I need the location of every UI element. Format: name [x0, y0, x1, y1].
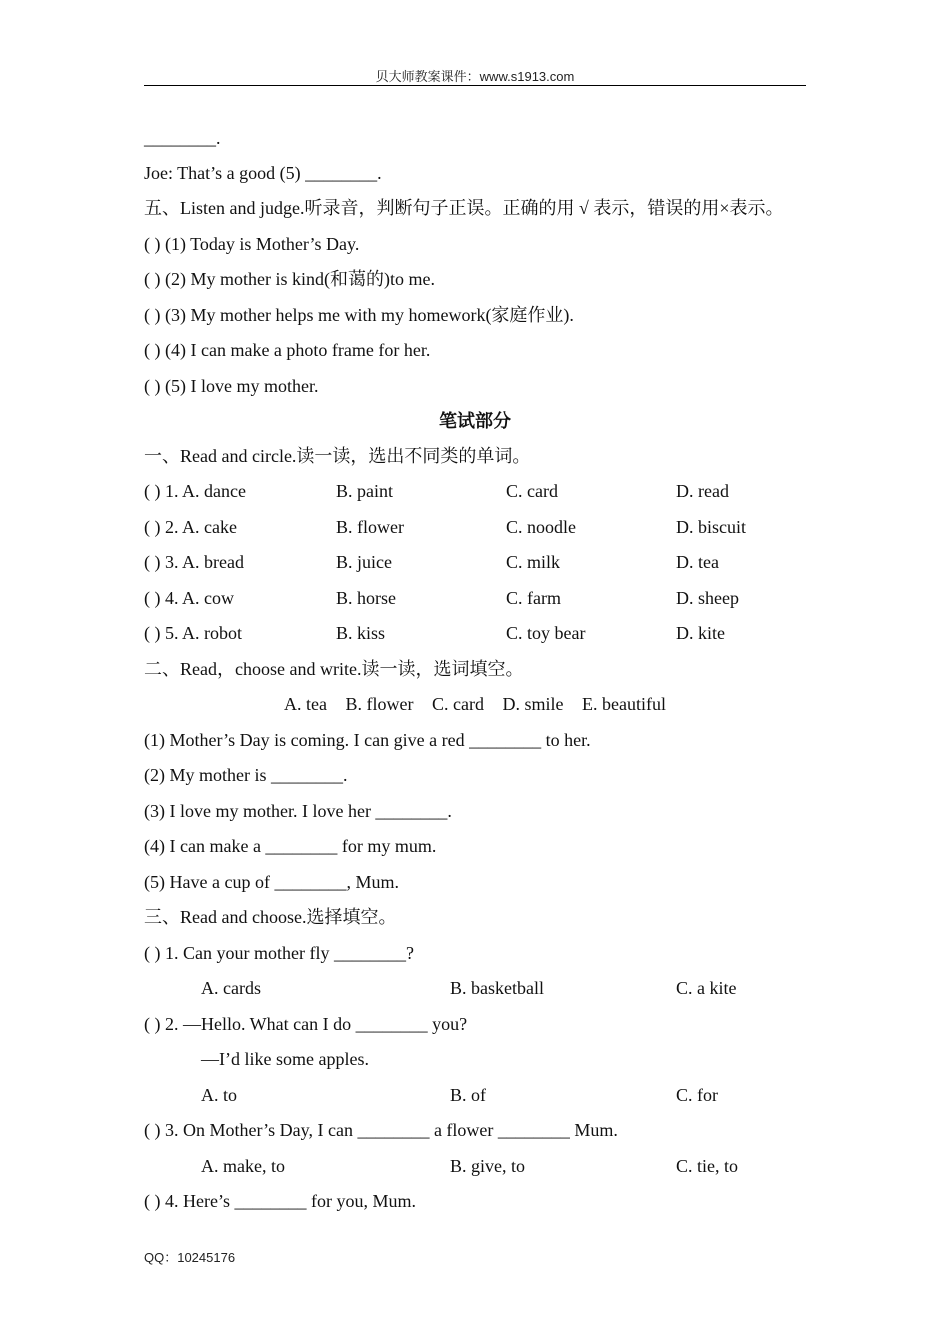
- question-option-a: ( ) 3. A. bread: [144, 552, 244, 572]
- part2-item: (3) I love my mother. I love her ________.: [144, 801, 452, 821]
- part3-q2-options: [144, 1082, 806, 1108]
- part2-item: (2) My mother is ________.: [144, 765, 348, 785]
- part3-q2-stem: ( ) 2. —Hello. What can I do ________ you?: [144, 1014, 468, 1034]
- option-b: B. kiss: [336, 623, 386, 643]
- part1-row: [144, 549, 806, 575]
- word-bank-item: A. tea: [284, 694, 328, 714]
- option-c: C. for: [676, 1085, 718, 1105]
- option-c: C. noodle: [506, 517, 576, 537]
- option-d: D. sheep: [676, 588, 739, 608]
- part2-item: (1) Mother’s Day is coming. I can give a red ________ to her.: [144, 730, 591, 750]
- section5-item: ( ) (5) I love my mother.: [144, 376, 319, 396]
- option-b: B. of: [450, 1085, 486, 1105]
- question-option-a: ( ) 2. A. cake: [144, 517, 237, 537]
- option-d: D. read: [676, 481, 729, 501]
- option-c: C. a kite: [676, 978, 737, 998]
- part3-q2-reply: —I’d like some apples.: [201, 1049, 369, 1069]
- option-a: A. to: [201, 1085, 237, 1105]
- part3-q3-stem: ( ) 3. On Mother’s Day, I can ________ a flower ________ Mum.: [144, 1120, 618, 1140]
- option-c: C. farm: [506, 588, 561, 608]
- option-b: B. flower: [336, 517, 404, 537]
- option-b: B. basketball: [450, 978, 544, 998]
- section5-title: 五、Listen and judge.听录音，判断句子正误。正确的用 √ 表示，错误的用×表示。: [144, 198, 784, 218]
- option-c: C. card: [506, 481, 558, 501]
- word-bank-item: D. smile: [502, 694, 564, 714]
- word-bank: [144, 691, 806, 717]
- option-c: C. tie, to: [676, 1156, 738, 1176]
- page-footer: QQ：10245176: [144, 1250, 236, 1265]
- option-b: B. horse: [336, 588, 396, 608]
- part1-row: [144, 478, 806, 504]
- section5-item: ( ) (2) My mother is kind(和蔼的)to me.: [144, 269, 435, 289]
- question-option-a: ( ) 1. A. dance: [144, 481, 246, 501]
- option-b: B. give, to: [450, 1156, 525, 1176]
- option-a: A. cards: [201, 978, 261, 998]
- option-d: D. tea: [676, 552, 719, 572]
- option-b: B. paint: [336, 481, 393, 501]
- option-d: D. kite: [676, 623, 725, 643]
- word-bank-item: C. card: [432, 694, 484, 714]
- option-b: B. juice: [336, 552, 392, 572]
- part3-title: 三、Read and choose.选择填空。: [144, 907, 397, 927]
- option-c: C. milk: [506, 552, 561, 572]
- question-option-a: ( ) 4. A. cow: [144, 588, 234, 608]
- blank-line: ________.: [144, 128, 221, 148]
- part3-q1-options: [144, 975, 806, 1001]
- section5-item: ( ) (1) Today is Mother’s Day.: [144, 234, 360, 254]
- section5-item: ( ) (4) I can make a photo frame for her.: [144, 340, 431, 360]
- part1-row: [144, 585, 806, 611]
- part3-q3-options: [144, 1153, 806, 1179]
- page-header: 贝大师教案课件：www.s1913.com: [375, 69, 575, 84]
- header-rule: [144, 85, 806, 86]
- option-a: A. make, to: [201, 1156, 285, 1176]
- written-section-heading: 笔试部分: [439, 411, 511, 431]
- part3-q4-stem: ( ) 4. Here’s ________ for you, Mum.: [144, 1191, 416, 1211]
- option-d: D. biscuit: [676, 517, 746, 537]
- part1-title: 一、Read and circle.读一读，选出不同类的单词。: [144, 446, 531, 466]
- part3-q1-stem: ( ) 1. Can your mother fly ________?: [144, 943, 414, 963]
- part2-item: (4) I can make a ________ for my mum.: [144, 836, 437, 856]
- section5-item: ( ) (3) My mother helps me with my homework(家庭作业).: [144, 305, 574, 325]
- word-bank-item: E. beautiful: [581, 694, 666, 714]
- part2-title: 二、Read，choose and write.读一读，选词填空。: [144, 659, 524, 679]
- question-option-a: ( ) 5. A. robot: [144, 623, 242, 643]
- option-c: C. toy bear: [506, 623, 586, 643]
- word-bank-item: B. flower: [345, 694, 414, 714]
- part1-row: [144, 514, 806, 540]
- joe-line: Joe: That’s a good (5) ________.: [144, 163, 382, 183]
- part1-row: [144, 620, 806, 646]
- part2-item: (5) Have a cup of ________, Mum.: [144, 872, 399, 892]
